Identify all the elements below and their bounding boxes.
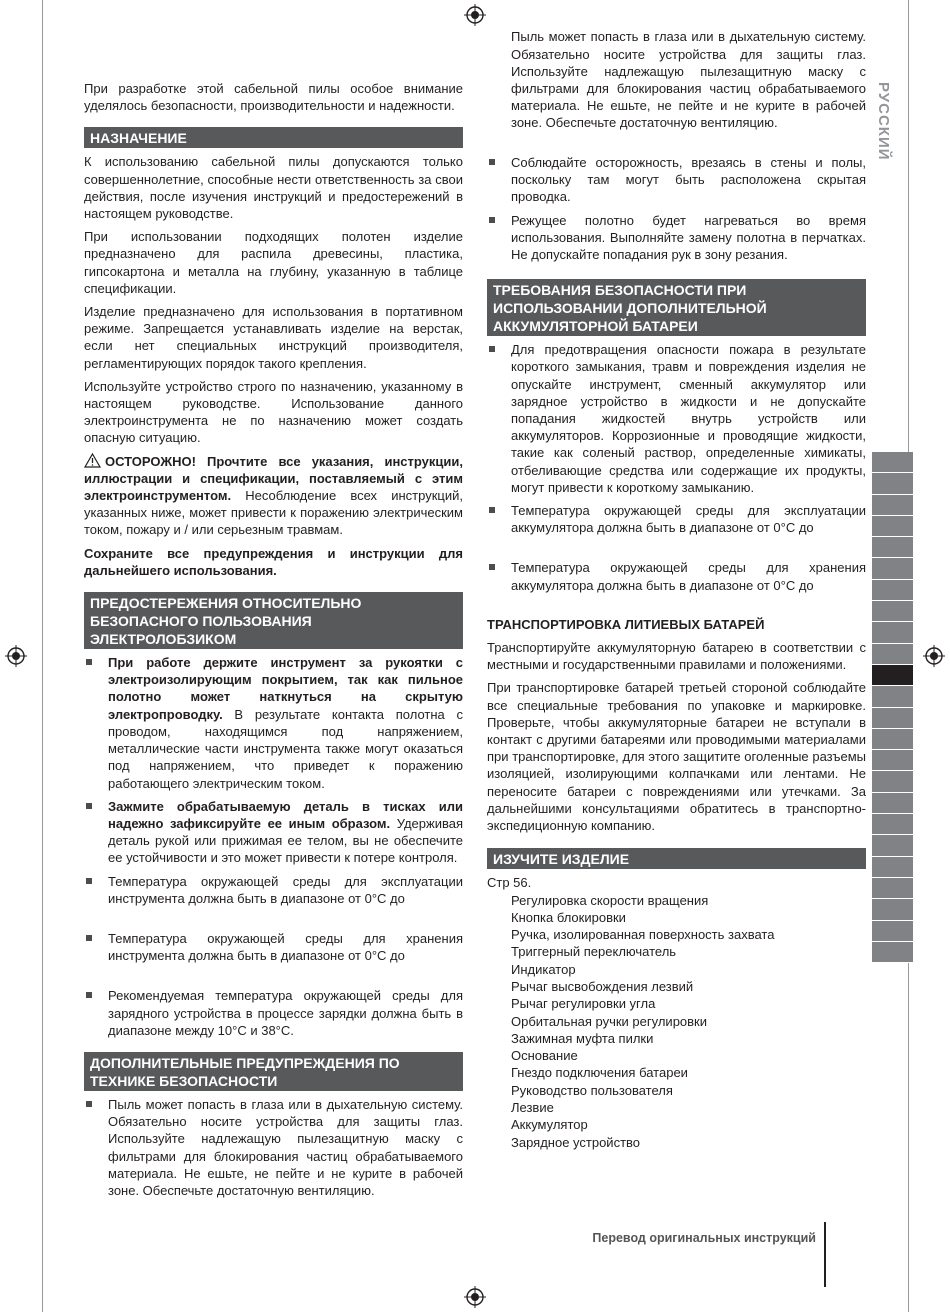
list-item: Триггерный переключатель xyxy=(511,944,677,960)
bullet-icon xyxy=(489,346,495,352)
index-tab xyxy=(872,814,913,835)
index-tab xyxy=(872,601,913,622)
list-item xyxy=(84,873,463,907)
bullet-icon xyxy=(86,1101,92,1107)
bullet-icon xyxy=(489,159,495,165)
purpose-paragraph-2: При использовании подходящих полотен изделие предназначено для распила древесины, пластика, гипсокартона и металла на глубину, указанную в таблице спецификации. xyxy=(84,229,463,296)
list-item-bold: При работе держите инструмент за рукоятки с электроизолирующим покрытием, так как пильное полотно может наткнуться на скрытую электропроводку. xyxy=(108,655,463,722)
list-item-bold: Зажмите обрабатываемую деталь в тисках или надежно зафиксируйте ее иным образом. xyxy=(108,798,463,831)
trim-line-left xyxy=(42,0,43,1312)
registration-mark-icon xyxy=(923,645,945,667)
list-item: Рычаг высвобождения лезвий xyxy=(511,978,694,994)
purpose-paragraph-4: Используйте устройство строго по назначению, указанному в настоящем руководстве. Использование данного электроинструмента не по назначению может создать опасную ситуацию. xyxy=(84,378,463,446)
index-tab xyxy=(872,473,913,494)
index-tab xyxy=(872,537,913,558)
index-tab xyxy=(872,729,913,750)
list-item-continued xyxy=(487,29,866,148)
index-tab xyxy=(872,921,913,942)
index-tab xyxy=(872,708,913,729)
bullet-icon xyxy=(489,564,495,570)
warning-paragraph xyxy=(84,453,463,539)
list-item xyxy=(84,654,463,792)
language-index-tabs xyxy=(872,452,913,963)
language-label xyxy=(872,82,896,182)
transport-paragraph-2: При транспортировке батарей третьей стороной соблюдайте все специальные требования по упаковке и маркировке. Проверьте, чтобы аккумуляторные батареи не вступали в контакт с другими батареями или проводимыми материалами при транспортировке, для этого защитите оголенные разъемы изоляцией, изолирующими колпачками или лентами. Не переносите батареи с повреждениями или утечками. За дальнейшими консультациями обратитесь в транспортно-экспедиционную компанию. xyxy=(487,680,866,834)
list-item: Зарядное устройство xyxy=(511,1134,641,1150)
index-tab xyxy=(872,771,913,792)
registration-mark-icon xyxy=(464,4,486,26)
section-heading-product: ИЗУЧИТЕ ИЗДЕЛИЕ xyxy=(487,848,866,869)
list-item: Кнопка блокировки xyxy=(511,909,626,925)
index-tab xyxy=(872,857,913,878)
index-tab xyxy=(872,580,913,601)
keep-instructions xyxy=(84,545,463,579)
index-tab xyxy=(872,686,913,707)
registration-mark-icon xyxy=(464,1286,486,1308)
list-item: Гнездо подключения батареи xyxy=(511,1065,688,1081)
transport-paragraph-1: Транспортируйте аккумуляторную батарею в соответствии с местными и государственными правилами и положениями. xyxy=(487,640,866,673)
bullet-icon xyxy=(489,507,495,513)
index-tab xyxy=(872,942,913,963)
left-column xyxy=(84,80,463,1198)
list-item: Зажимная муфта пилки xyxy=(511,1030,654,1046)
list-item xyxy=(487,154,866,206)
list-item: Основание xyxy=(511,1048,578,1064)
list-item-text: Пыль может попасть в глаза или в дыхательную систему. Обязательно носите устройства для защиты глаз. Используйте надлежащую пылезащитную маску с фильтрами для блокирования частиц обрабатываемого материала. Не ешьте, не пейте и не курите в рабочей зоне. Обеспечьте достаточную вентиляцию. xyxy=(108,1096,463,1198)
list-item-text: Температура окружающей среды для эксплуатации аккумулятора должна быть в диапазоне от 0°C до xyxy=(511,503,866,536)
list-item-text: Соблюдайте осторожность, врезаясь в стены и полы, поскольку там могут быть расположена скрытая проводка. xyxy=(511,155,866,205)
list-item: Ручка, изолированная поверхность захвата xyxy=(511,927,775,943)
list-item: Регулировка скорости вращения xyxy=(511,892,709,908)
warning-triangle-icon xyxy=(84,453,101,468)
warning-bold-text: ОСТОРОЖНО! Прочтите все указания, инструкции, иллюстрации и спецификации, поставляемый с этим электроинструментом. xyxy=(84,453,463,504)
bullet-icon xyxy=(86,659,92,665)
page-reference: Стр 56. xyxy=(487,875,532,891)
section-heading-transport: ТРАНСПОРТИРОВКА ЛИТИЕВЫХ БАТАРЕЙ xyxy=(487,616,765,632)
index-tab-active xyxy=(872,665,913,686)
bullet-icon xyxy=(86,803,92,809)
list-item xyxy=(84,930,463,964)
list-item: Лезвие xyxy=(511,1100,554,1116)
list-item: Орбитальная ручки регулировки xyxy=(511,1013,708,1029)
section-heading-purpose: НАЗНАЧЕНИЕ xyxy=(84,127,463,148)
section-heading-jigsaw: ПРЕДОСТЕРЕЖЕНИЯ ОТНОСИТЕЛЬНО БЕЗОПАСНОГО ПОЛЬЗОВАНИЯ ЭЛЕКТРОЛОБЗИКОМ xyxy=(84,592,463,649)
index-tab xyxy=(872,899,913,920)
list-item-text: Температура окружающей среды для хранения аккумулятора должна быть в диапазоне от 0°C до xyxy=(511,560,866,593)
list-item xyxy=(487,212,866,264)
list-item-text: Режущее полотно будет нагреваться во время использования. Выполняйте замену полотна в перчатках. Не допускайте попадания рук в зону резания. xyxy=(511,212,866,263)
list-item xyxy=(487,559,866,593)
bullet-icon xyxy=(86,878,92,884)
list-item xyxy=(487,341,866,496)
index-tab xyxy=(872,750,913,771)
index-tab xyxy=(872,558,913,579)
list-item xyxy=(84,1096,463,1198)
list-item-text-continued xyxy=(511,29,866,148)
index-tab xyxy=(872,516,913,537)
purpose-paragraph-1: К использованию сабельной пилы допускаются только совершеннолетние, способные нести ответственность за свои действия, после изучения инструкций и предостережений в настоящем руководстве. xyxy=(84,154,463,222)
section-heading-additional: ДОПОЛНИТЕЛЬНЫЕ ПРЕДУПРЕЖДЕНИЯ ПО ТЕХНИКЕ БЕЗОПАСНОСТИ xyxy=(84,1052,463,1091)
warning-body-text: Несоблюдение всех инструкций, указанных ниже, может привести к поражению электрическим током, пожару и / или серьезным травмам. xyxy=(84,488,463,538)
section-heading-battery: ТРЕБОВАНИЯ БЕЗОПАСНОСТИ ПРИ ИСПОЛЬЗОВАНИИ ДОПОЛНИТЕЛЬНОЙ АККУМУЛЯТОРНОЙ БАТАРЕИ xyxy=(487,279,866,336)
list-item-text: Температура окружающей среды для эксплуатации инструмента должна быть в диапазоне от 0°C до xyxy=(108,873,463,906)
list-item-text: Для предотвращения опасности пожара в результате короткого замыкания, травм и повреждения изделия не опускайте инструмент, сменный аккумулятор или зарядное устройство в жидкости и не допускайте попадания жидкостей внутрь устройств или аккумуляторов. Коррозионные и проводящие жидкости, такие как соленый раствор, определенные химикаты, отбеливающие средства или содержащие их продукты, могут привести к короткому замыканию. xyxy=(511,342,866,495)
bullet-icon xyxy=(489,217,495,223)
footer-text: Перевод оригинальных инструкций xyxy=(592,1231,816,1245)
product-parts-list xyxy=(487,892,866,1151)
index-tab xyxy=(872,452,913,473)
list-item: Индикатор xyxy=(511,961,576,977)
index-tab xyxy=(872,878,913,899)
list-item-text: Рекомендуемая температура окружающей среды для зарядного устройства в процессе зарядки должна быть в диапазоне между 10°C и 38°C. xyxy=(108,988,463,1038)
list-item xyxy=(487,502,866,536)
list-item-text: Удерживая деталь рукой или прижимая ее телом, вы не обеспечите ее устойчивости и это может привести к потере контроля. xyxy=(108,815,463,866)
index-tab xyxy=(872,835,913,856)
index-tab xyxy=(872,793,913,814)
index-tab xyxy=(872,644,913,665)
list-item xyxy=(84,798,463,867)
footer-rule xyxy=(824,1222,826,1287)
purpose-paragraph-3: Изделие предназначено для использования в портативном режиме. Запрещается устанавливать изделие на верстак, если нет специальных инструкций производителя, регламентирующих порядок такого крепления. xyxy=(84,304,463,371)
bullet-icon xyxy=(86,935,92,941)
list-item-text: Температура окружающей среды для хранения инструмента должна быть в диапазоне от 0°C до xyxy=(108,930,463,964)
continued-text: Пыль может попасть в глаза или в дыхательную систему. Обязательно носите устройства для защиты глаз. Используйте надлежащую пылезащитную маску с фильтрами для блокирования частиц обрабатываемого материала. Не ешьте, не пейте и не курите в рабочей зоне. Обеспечьте достаточную вентиляцию. xyxy=(511,29,866,131)
language-label-text: РУССКИЙ xyxy=(875,82,892,161)
list-item xyxy=(84,987,463,1039)
list-item: Рычаг регулировки угла xyxy=(511,996,656,1012)
keep-instructions-text: Сохраните все предупреждения и инструкции для дальнейшего использования. xyxy=(84,545,463,578)
bullet-icon xyxy=(86,992,92,998)
right-column xyxy=(487,29,866,1151)
index-tab xyxy=(872,495,913,516)
registration-mark-icon xyxy=(5,645,27,667)
index-tab xyxy=(872,622,913,643)
list-item: Аккумулятор xyxy=(511,1117,588,1133)
intro-paragraph: При разработке этой сабельной пилы особое внимание уделялось безопасности, производительности и надежности. xyxy=(84,81,463,114)
list-item: Руководство пользователя xyxy=(511,1082,673,1098)
list-item-text: В результате контакта полотна с проводом, находящимся под напряжением, металлические части инструмента также могут оказаться под напряжением, что приведет к поражению работающего электрическим током. xyxy=(108,706,463,791)
